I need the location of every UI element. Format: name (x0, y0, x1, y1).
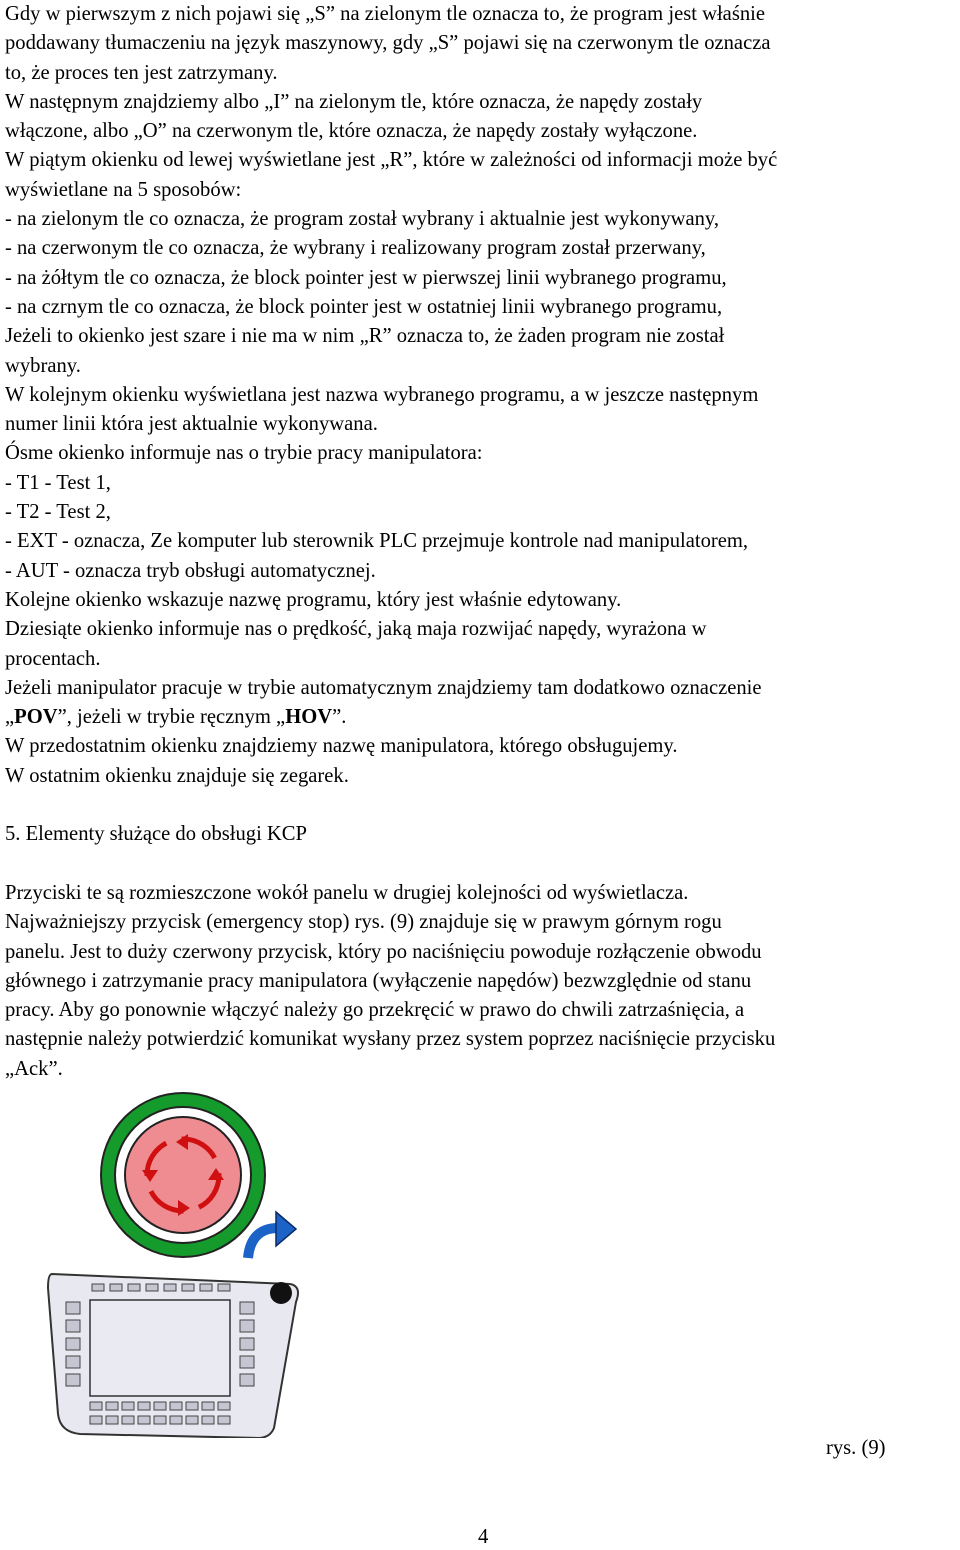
text-line: numer linii która jest aktualnie wykonywana. (5, 413, 378, 436)
section-heading: 5. Elementy służące do obsługi KCP (5, 823, 307, 846)
text-line: następnie należy potwierdzić komunikat wysłany przez system poprzez naciśnięcie przycisku (5, 1028, 776, 1051)
quote-close: ”. (332, 706, 347, 729)
text-line: Najważniejszy przycisk (emergency stop) rys. (9) znajduje się w prawym górnym rogu (5, 911, 722, 934)
kcp-pendant-icon (48, 1274, 298, 1438)
text-line: Jeżeli to okienko jest szare i nie ma w nim „R” oznacza to, że żaden program nie został (5, 325, 725, 348)
text-line: - na zielonym tle co oznacza, że program został wybrany i aktualnie jest wykonywany, (5, 208, 720, 231)
text-line: „Ack”. (5, 1057, 63, 1080)
text-line: procentach. (5, 647, 101, 670)
text-line: pracy. Aby go ponownie włączyć należy go przekręcić w prawo do chwili zatrzaśnięcia, a (5, 999, 745, 1022)
text-line: Gdy w pierwszym z nich pojawi się „S” na zielonym tle oznacza to, że program jest właśnie (5, 3, 765, 25)
kcp-emergency-stop-illustration (40, 1088, 320, 1438)
text-line: - AUT - oznacza tryb obsługi automatycznej. (5, 559, 376, 582)
text-line: Dziesiąte okienko informuje nas o prędkość, jaką maja rozwijać napędy, wyrażona w (5, 618, 707, 641)
text-line: wyświetlane na 5 sposobów: (5, 178, 242, 201)
text-line: Przyciski te są rozmieszczone wokół panelu w drugiej kolejności od wyświetlacza. (5, 881, 689, 904)
text-line: to, że proces ten jest zatrzymany. (5, 61, 278, 84)
rotate-arrow-icon (248, 1212, 296, 1258)
text-line: głównego i zatrzymanie pracy manipulatora (wyłączenie napędów) bezwzględnie od stanu (5, 969, 752, 992)
text-line: W ostatnim okienku znajduje się zegarek. (5, 764, 349, 787)
blank-line (5, 791, 957, 820)
quote-open: „ (5, 706, 15, 729)
page-number: 4 (478, 1526, 489, 1548)
blank-line (5, 850, 957, 879)
text-line: W kolejnym okienku wyświetlana jest nazwa wybranego programu, a w jeszcze następnym (5, 383, 759, 406)
pov-hov-line (5, 703, 957, 732)
text-line: W piątym okienku od lewej wyświetlane jest „R”, które w zależności od informacji może być (5, 149, 778, 172)
text-line: W przedostatnim okienku znajdziemy nazwę manipulatora, którego obsługujemy. (5, 735, 678, 758)
text-line: włączone, albo „O” na czerwonym tle, które oznacza, że napędy zostały wyłączone. (5, 120, 698, 143)
figure-caption: rys. (9) (826, 1437, 886, 1459)
pov-label: POV (14, 706, 58, 729)
text-line: wybrany. (5, 354, 81, 377)
text-line: - T2 - Test 2, (5, 501, 111, 524)
text-line: - EXT - oznacza, Ze komputer lub sterownik PLC przejmuje kontrole nad manipulatorem, (5, 530, 749, 553)
text-line: Kolejne okienko wskazuje nazwę programu, który jest właśnie edytowany. (5, 588, 622, 611)
hov-label: HOV (285, 706, 333, 729)
document-page (5, 0, 957, 1084)
text-line: - na żółtym tle co oznacza, że block pointer jest w pierwszej linii wybranego programu, (5, 266, 727, 289)
pov-hov-middle: ”, jeżeli w trybie ręcznym „ (57, 706, 286, 729)
text-line: - T1 - Test 1, (5, 471, 111, 494)
text-line: - na czerwonym tle co oznacza, że wybrany i realizowany program został przerwany, (5, 237, 706, 260)
text-line: Jeżeli manipulator pracuje w trybie automatycznym znajdziemy tam dodatkowo oznaczenie (5, 676, 762, 699)
document-text (5, 0, 957, 1084)
text-line: W następnym znajdziemy albo „I” na zielonym tle, które oznacza, że napędy zostały (5, 90, 703, 113)
text-line: Ósme okienko informuje nas o trybie pracy manipulatora: (5, 442, 483, 465)
text-line: panelu. Jest to duży czerwony przycisk, który po naciśnięciu powoduje rozłączenie obwodu (5, 940, 762, 963)
text-line: - na czrnym tle co oznacza, że block pointer jest w ostatniej linii wybranego programu, (5, 295, 723, 318)
text-line: poddawany tłumaczeniu na język maszynowy, gdy „S” pojawi się na czerwonym tle oznacza (5, 32, 771, 55)
emergency-stop-button-icon (101, 1093, 265, 1257)
